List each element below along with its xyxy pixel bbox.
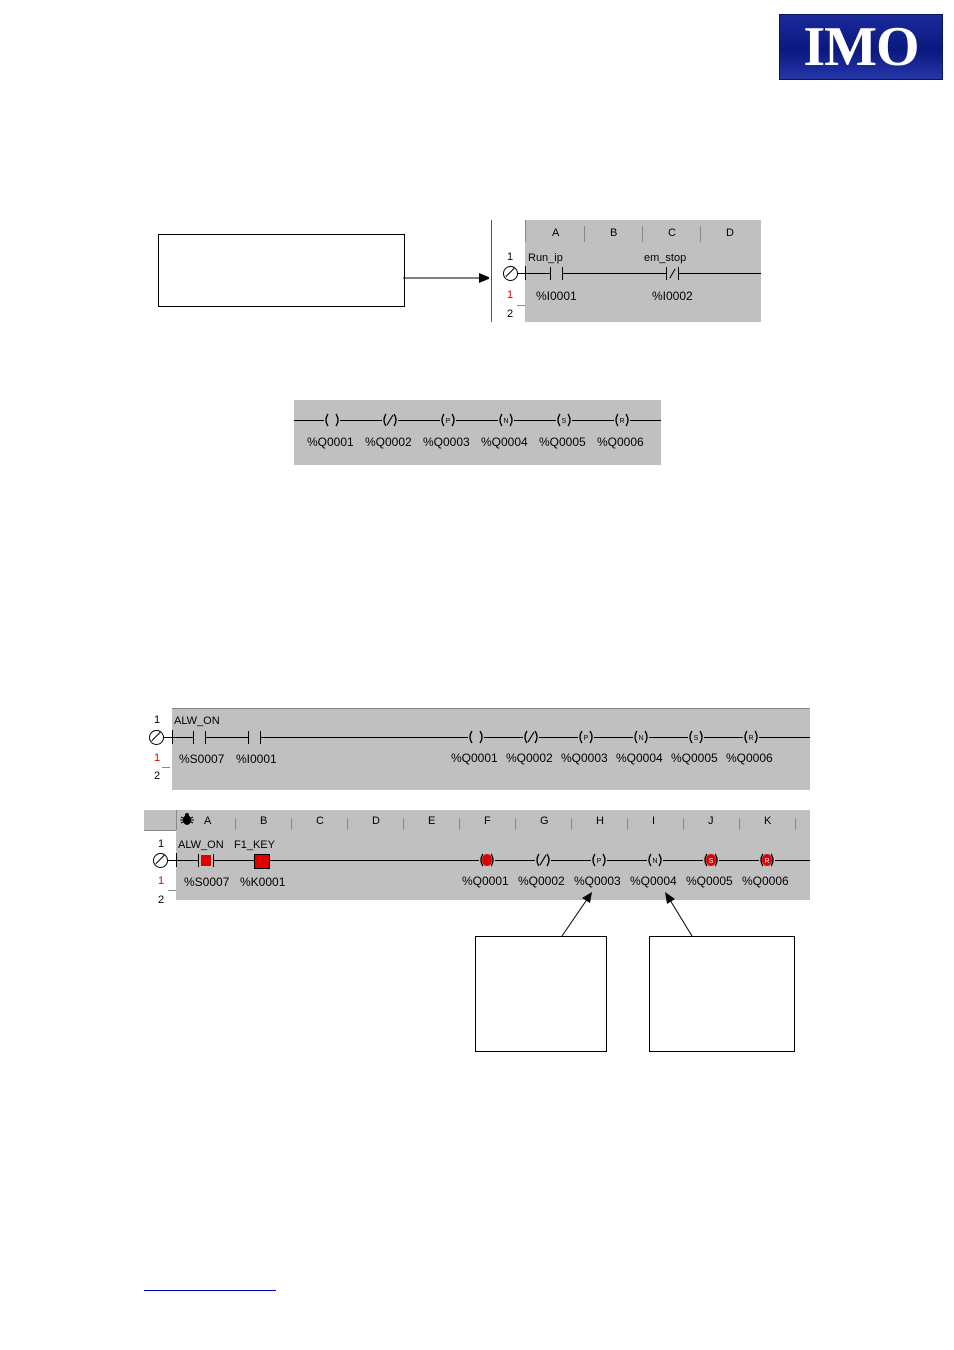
coil-address: %Q0004 <box>630 874 677 888</box>
contact-address-1: %S0007 <box>179 752 225 766</box>
coil-address: %Q0005 <box>539 435 586 449</box>
svg-text:R: R <box>748 735 754 742</box>
contact-name-1: ALW_ON <box>174 715 220 727</box>
coil-address: %Q0001 <box>451 751 498 765</box>
rung-area[interactable] <box>172 708 810 790</box>
rung-number: 1 <box>158 838 165 850</box>
contact-icon <box>193 731 194 744</box>
footer-link[interactable] <box>144 1290 276 1291</box>
imo-logo <box>779 14 943 80</box>
ladder-diagram-3 <box>144 708 810 790</box>
column-g: G <box>540 815 549 827</box>
arrow-icon <box>555 888 595 938</box>
svg-text:S: S <box>693 735 699 742</box>
coil-address: %Q0002 <box>365 435 412 449</box>
svg-text:S: S <box>708 858 714 865</box>
line-number: 1 <box>154 752 161 764</box>
contact-icon <box>248 731 249 744</box>
contact-address-2: %K0001 <box>240 875 286 889</box>
svg-text:R: R <box>764 858 770 865</box>
coil-icon <box>740 730 762 744</box>
contact-active-icon <box>198 854 214 867</box>
arrow-icon <box>403 268 493 288</box>
coil-icon <box>700 853 722 867</box>
coil-address: %Q0004 <box>616 751 663 765</box>
column-d: D <box>372 815 380 827</box>
coil-address: %Q0001 <box>462 874 509 888</box>
svg-text:P: P <box>596 858 602 865</box>
coil-address: %Q0004 <box>481 435 528 449</box>
disable-icon[interactable] <box>149 730 164 745</box>
contact-icon <box>550 267 551 280</box>
debug-icon[interactable] <box>180 812 194 826</box>
coil-address: %Q0005 <box>671 751 718 765</box>
coil-icon <box>553 413 575 427</box>
contact-name-1: Run_ip <box>528 252 563 264</box>
coil-icon <box>321 413 343 427</box>
coil-icon <box>575 730 597 744</box>
disable-icon[interactable] <box>153 853 168 868</box>
coil-icon <box>611 413 633 427</box>
coil-address: %Q0001 <box>307 435 354 449</box>
svg-text:P: P <box>583 735 589 742</box>
row-number: 2 <box>158 894 165 906</box>
row-number: 2 <box>507 308 514 320</box>
contact-address-2: %I0001 <box>236 752 277 766</box>
coil-icon <box>437 413 459 427</box>
coil-address: %Q0002 <box>506 751 553 765</box>
contact-address-1: %S0007 <box>184 875 230 889</box>
svg-text:S: S <box>561 418 567 425</box>
contact-name-2: F1_KEY <box>234 839 275 851</box>
coil-icon <box>495 413 517 427</box>
coil-types-panel <box>294 400 661 465</box>
column-a: A <box>204 815 212 827</box>
annotation-box-1 <box>158 234 405 307</box>
rung-number: 1 <box>154 714 161 726</box>
contact-name-1: ALW_ON <box>178 839 224 851</box>
annotation-box-2 <box>475 936 607 1052</box>
column-j: J <box>708 815 714 827</box>
rung-number: 1 <box>507 251 514 263</box>
column-c: C <box>316 815 324 827</box>
column-f: F <box>484 815 491 827</box>
contact-name-2: em_stop <box>644 252 687 264</box>
coil-icon <box>756 853 778 867</box>
svg-text:N: N <box>638 735 644 742</box>
ladder-diagram-1 <box>489 220 761 322</box>
coil-icon <box>532 853 554 867</box>
contact-key-icon <box>254 854 270 869</box>
column-c: C <box>668 227 676 239</box>
coil-icon <box>465 730 487 744</box>
coil-icon <box>644 853 666 867</box>
row-number: 2 <box>154 770 161 782</box>
arrow-icon <box>660 888 700 938</box>
coil-address: %Q0003 <box>561 751 608 765</box>
coil-address: %Q0005 <box>686 874 733 888</box>
coil-icon <box>588 853 610 867</box>
contact-nc-icon <box>666 267 667 280</box>
coil-address: %Q0003 <box>423 435 470 449</box>
line-number: 1 <box>507 289 514 301</box>
coil-address: %Q0003 <box>574 874 621 888</box>
coil-icon <box>520 730 542 744</box>
coil-icon <box>685 730 707 744</box>
column-b: B <box>610 227 618 239</box>
line-number: 1 <box>158 875 165 887</box>
logo-text: IMO <box>803 16 919 78</box>
column-b: B <box>260 815 268 827</box>
column-h: H <box>596 815 604 827</box>
column-e: E <box>428 815 436 827</box>
column-a: A <box>552 227 560 239</box>
column-d: D <box>726 227 734 239</box>
coil-icon <box>630 730 652 744</box>
column-i: I <box>652 815 656 827</box>
svg-text:N: N <box>652 858 658 865</box>
coil-icon <box>379 413 401 427</box>
coil-address: %Q0006 <box>742 874 789 888</box>
svg-text:R: R <box>619 418 625 425</box>
annotation-box-3 <box>649 936 795 1052</box>
contact-address-1: %I0001 <box>536 289 577 303</box>
svg-text:N: N <box>503 418 509 425</box>
coil-address: %Q0002 <box>518 874 565 888</box>
column-k: K <box>764 815 772 827</box>
disable-icon[interactable] <box>503 266 518 281</box>
coil-address: %Q0006 <box>597 435 644 449</box>
svg-text:P: P <box>445 418 451 425</box>
contact-address-2: %I0002 <box>652 289 693 303</box>
coil-icon <box>476 853 498 867</box>
coil-address: %Q0006 <box>726 751 773 765</box>
